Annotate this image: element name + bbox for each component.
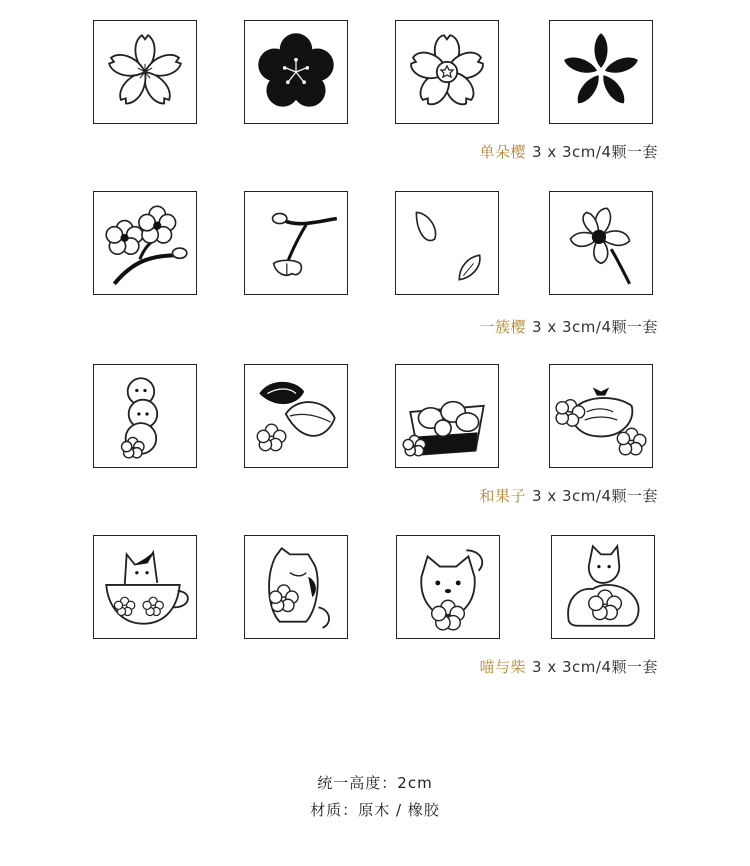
stamp-single-blossom-stem <box>549 191 653 295</box>
single-blossom-stem-icon <box>550 192 652 294</box>
stamp-taiyaki <box>549 364 653 468</box>
stamp-cat-with-flower <box>244 535 348 639</box>
stamp-bud-twig <box>244 191 348 295</box>
bud-twig-icon <box>245 192 347 294</box>
row-1-name: 单朵樱 <box>479 143 527 161</box>
stamp-falling-petals <box>395 191 499 295</box>
sakura-flower-icon <box>396 21 498 123</box>
row-2-caption <box>480 316 658 337</box>
cherry-blossom-outline-icon <box>94 21 196 123</box>
falling-petals-icon <box>396 192 498 294</box>
material-spec-line: 材质：原木 / 橡胶 <box>310 801 440 819</box>
cat-in-teacup-icon <box>94 536 196 638</box>
stamp-cherry-blossom-outline <box>93 20 197 124</box>
stamp-five-petal-solid <box>549 20 653 124</box>
taiyaki-icon <box>550 365 652 467</box>
plum-blossom-solid-icon <box>245 21 347 123</box>
row-4-spec: 3 x 3cm/4颗一套 <box>532 658 658 676</box>
cat-with-flower-icon <box>245 536 347 638</box>
shiba-on-rock-icon <box>552 536 654 638</box>
shiba-with-flower-icon <box>397 536 499 638</box>
stamp-plum-blossom-solid <box>244 20 348 124</box>
blossom-branch-icon <box>94 192 196 294</box>
row-1-spec: 3 x 3cm/4颗一套 <box>532 143 658 161</box>
row-3-caption <box>480 485 658 506</box>
row-4-caption <box>480 656 658 677</box>
row-1-caption <box>480 141 658 162</box>
stamp-wagashi-box <box>395 364 499 468</box>
wagashi-box-icon <box>396 365 498 467</box>
stamp-dango <box>93 364 197 468</box>
stamp-sakura-flower <box>395 20 499 124</box>
row-2-name: 一簇樱 <box>479 318 527 336</box>
row-3-name: 和果子 <box>479 487 527 505</box>
dango-icon <box>94 365 196 467</box>
stamp-blossom-branch <box>93 191 197 295</box>
stamp-cat-in-teacup <box>93 535 197 639</box>
height-spec-line: 统一高度：2cm <box>317 774 433 792</box>
stamp-shiba-on-rock <box>551 535 655 639</box>
row-3-spec: 3 x 3cm/4颗一套 <box>532 487 658 505</box>
sakura-mochi-icon <box>245 365 347 467</box>
five-petal-solid-icon <box>550 21 652 123</box>
row-4-name: 喵与柴 <box>479 658 527 676</box>
row-2-spec: 3 x 3cm/4颗一套 <box>532 318 658 336</box>
stamp-sakura-mochi <box>244 364 348 468</box>
stamp-shiba-with-flower <box>396 535 500 639</box>
